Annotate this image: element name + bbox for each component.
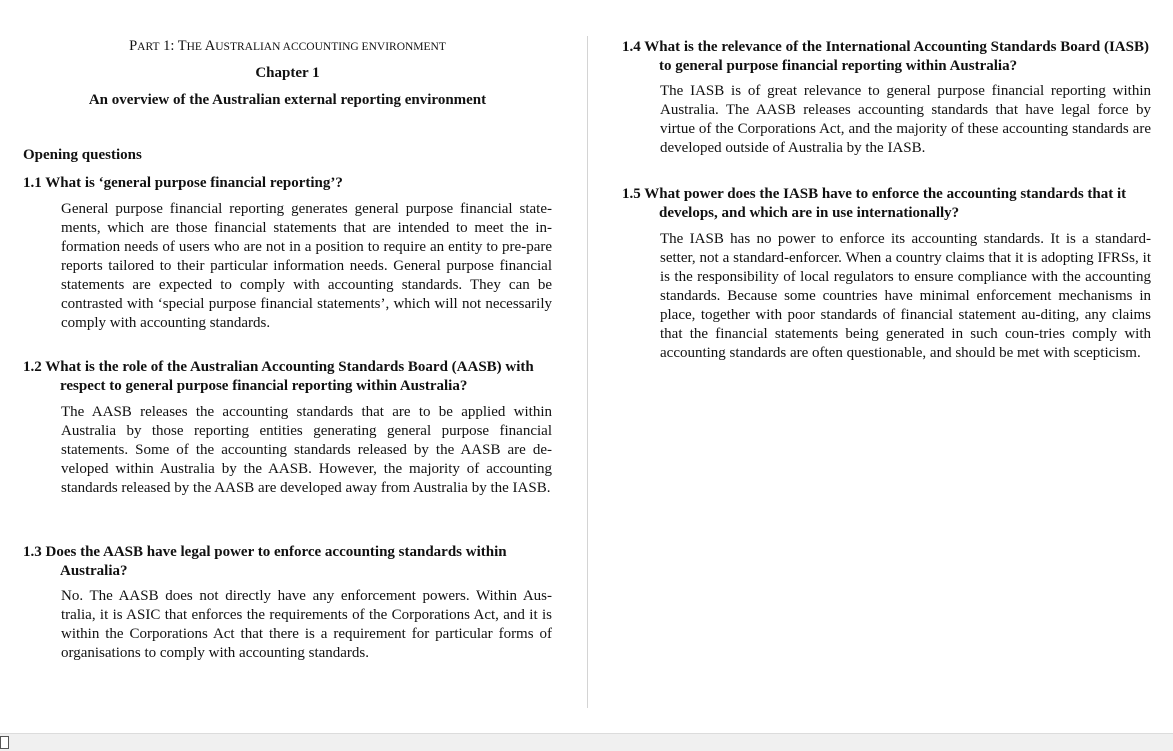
part-heading-p: P	[129, 38, 138, 54]
chapter-title: Chapter 1	[255, 65, 320, 81]
question-1-5-answer: The IASB has no power to enforce its accounting standards. It is a standard-setter, not a standard-enforcer. When a country claims that it is adopting IFRSs, it is the responsibility of local regulators to ensure compliance with the accounting standards. Because some countries have minimal enforcement mechanisms in place, together with poor standards of financial statement au-diting, any claims that the financial statements being generated in such coun-tries comply with accounting standards are often questionable, and should be met with scepticism.	[660, 231, 1151, 361]
part-heading-rest: USTRALIAN ACCOUNTING ENVIRONMENT	[215, 41, 446, 53]
part-heading-a: A	[201, 38, 216, 54]
question-1-1-answer: General purpose financial reporting generates general purpose financial state-ments, which are those financial statements that are intended to meet the in-formation needs of users who are not in a position to require an entity to pre-pare reports tailored to their particular information needs. General purpose financial statements are expected to comply with accounting standards. They can be contrasted with ‘special purpose financial statements’, which will not necessarily comply with accounting standards.	[61, 201, 552, 331]
question-1-3-heading: 1.3 Does the AASB have legal power to enforce accounting standards within Australia?	[23, 544, 507, 579]
part-heading-art: ART	[137, 41, 160, 53]
question-1-2-answer: The AASB releases the accounting standards that are to be applied within Australia by those reporting entities generating general purpose financial statements. Some of the accounting standards released by the AASB are de-veloped within Australia by the AASB. However, the majority of accounting standards released by the AASB are developed away from Australia by the IASB.	[61, 404, 552, 496]
chapter-subtitle: An overview of the Australian external reporting environment	[88, 92, 487, 108]
question-1-2-heading: 1.2 What is the role of the Australian Accounting Standards Board (AASB) with respect to general purpose financial reporting within Australia?	[23, 359, 534, 394]
question-1-4-heading: 1.4 What is the relevance of the International Accounting Standards Board (IASB) to general purpose financial reporting within Australia?	[622, 39, 1149, 74]
scrollbar-handle[interactable]	[0, 736, 9, 749]
horizontal-scrollbar[interactable]	[0, 733, 1173, 751]
question-1-4-answer: The IASB is of great relevance to general purpose financial reporting within Australia. The AASB releases accounting standards that have legal force by virtue of the Corporations Act, and the majority of these accounting standards are developed outside of Australia by the IASB.	[660, 83, 1151, 156]
column-divider	[587, 36, 588, 708]
part-heading-he: HE	[186, 41, 202, 53]
question-1-5-heading: 1.5 What power does the IASB have to enforce the accounting standards that it develops, and which are in use internationally?	[622, 186, 1127, 221]
part-heading	[23, 38, 552, 55]
opening-questions-heading: Opening questions	[23, 147, 142, 163]
question-1-1-heading: 1.1 What is ‘general purpose financial reporting’?	[23, 175, 343, 191]
part-heading-num: 1: T	[159, 38, 187, 54]
question-1-3-answer: No. The AASB does not directly have any enforcement powers. Within Aus-tralia, it is ASIC that enforces the requirements of the Corporations Act, and it is within the Corporations Act that there is a requirement for particular forms of organisations to comply with accounting standards.	[61, 588, 552, 661]
